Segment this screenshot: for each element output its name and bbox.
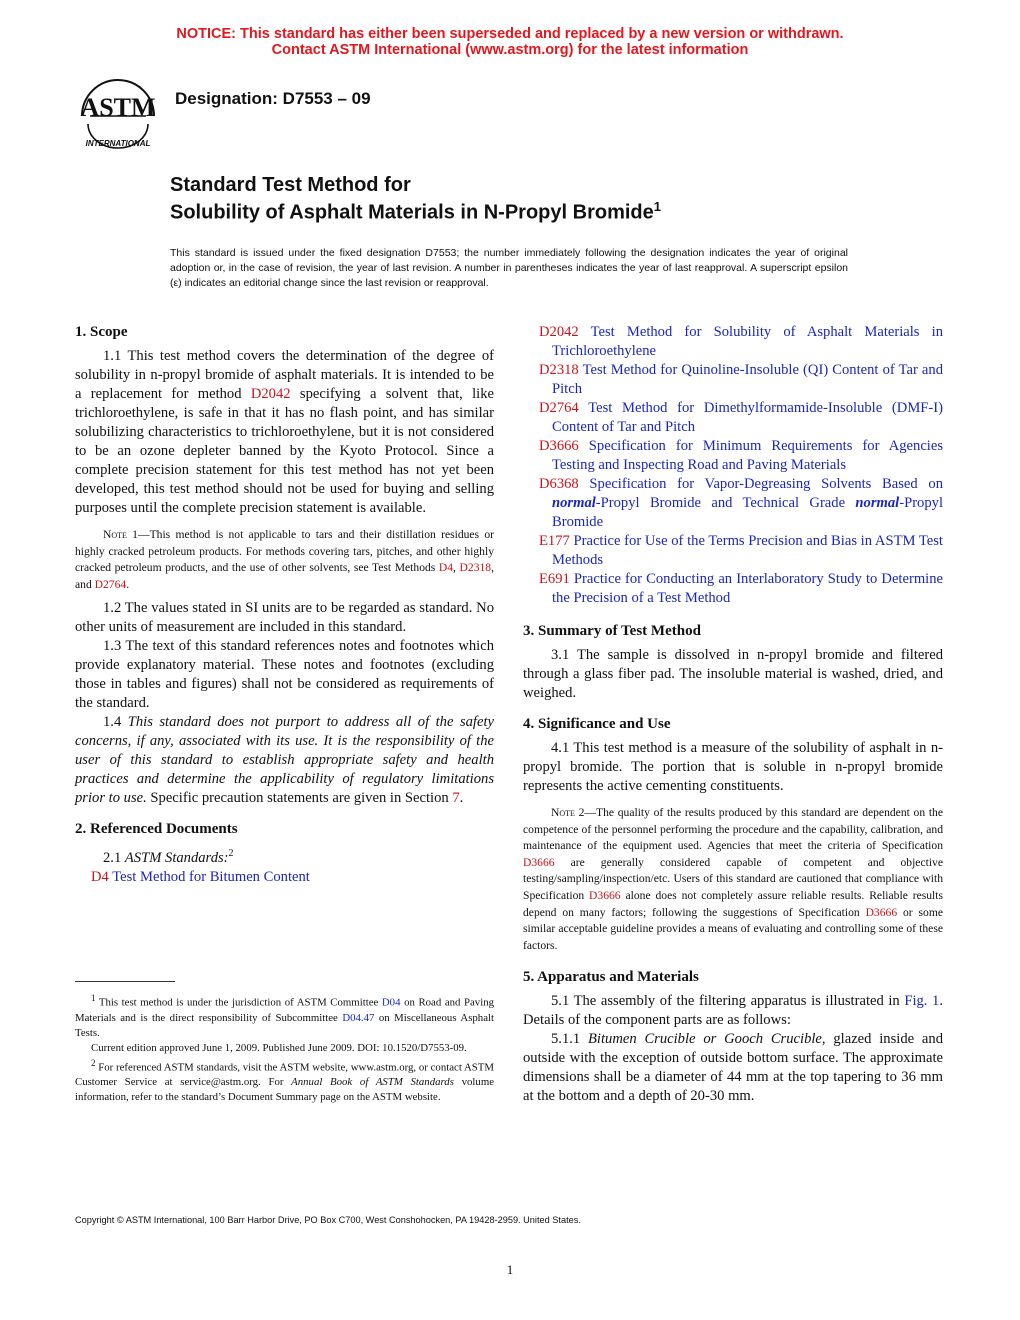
link-d3666[interactable]: D3666: [589, 888, 621, 902]
para-4-1: 4.1 This test method is a measure of the solubility of asphalt in n-propyl bromide. The portion that is soluble in n-propyl bromide represents the active cementing constituents.: [523, 740, 943, 794]
ref-code[interactable]: D4: [91, 869, 109, 886]
footnote-rule: [75, 981, 175, 982]
left-column: [75, 323, 494, 887]
ref-item-e177: [523, 532, 943, 570]
footnote-1-edition: Current edition approved June 1, 2009. Published June 2009. DOI: 10.1520/D7553-09.: [91, 1041, 467, 1054]
ref-item-d4: [75, 868, 494, 887]
title-line-2: Solubility of Asphalt Materials in N-Propyl Bromide$^1$: [170, 199, 661, 224]
title-line-1: Standard Test Method for: [170, 174, 411, 196]
ref-code[interactable]: D2318: [539, 362, 579, 378]
ref-title[interactable]: Test Method for Dimethylformamide-Insoluble (DMF-I) Content of Tar and Pitch: [552, 400, 944, 435]
footnote-1: $^1$ This test method is under the jurisdiction of ASTM Committee D04 on Road and Paving Materials and is the direct responsibility of Subcommittee D04.47 on Miscellaneous Asphalt Tests.: [75, 993, 494, 1039]
astm-logo: [76, 76, 160, 154]
svg-text:INTERNATIONAL: INTERNATIONAL: [85, 139, 151, 148]
link-fig-1[interactable]: Fig. 1: [904, 993, 940, 1010]
para-1-2: 1.2 The values stated in SI units are to be regarded as standard. No other units of measurement are included in this standard.: [75, 600, 494, 636]
link-d4[interactable]: D4: [438, 561, 454, 575]
link-d3666[interactable]: D3666: [865, 905, 898, 919]
para-1-3: 1.3 The text of this standard references notes and footnotes which provide explanatory material. These notes and footnotes (excluding those in tables and figures) shall not be considered as requirements of the standard.: [75, 638, 494, 712]
ref-title[interactable]: Test Method for Bitumen Content: [112, 869, 310, 886]
note-1: Note 1—This method is not applicable to tars and their distillation residues or highly cracked petroleum products. For methods covering tars, pitches, and other highly cracked petroleum products, and the use of other solvents, see Test Methods D4, D2318, and D2764.: [75, 528, 494, 591]
ref-code[interactable]: D3666: [539, 438, 579, 454]
notice-line-2: Contact ASTM International (www.astm.org) for the latest information: [271, 42, 749, 58]
notice-line-1: NOTICE: This standard has either been superseded and replaced by a new version or withdrawn.: [176, 26, 844, 42]
link-d2042[interactable]: D2042: [250, 386, 291, 402]
link-d2764[interactable]: D2764: [94, 577, 127, 591]
ref-title[interactable]: Practice for Use of the Terms Precision and Bias in ASTM Test Methods: [552, 533, 943, 568]
para-3-1: 3.1 The sample is dissolved in n-propyl bromide and filtered through a glass fiber pad. The insoluble material is washed, dried, and weighed.: [523, 647, 943, 701]
para-2-1: 2.1 ASTM Standards:$^2$: [103, 848, 234, 867]
link-d04-47[interactable]: D04.47: [342, 1011, 375, 1024]
para-1-4: 1.4 This standard does not purport to address all of the safety concerns, if any, associated with its use. It is the responsibility of the user of this standard to establish appropriate safety and health practices and determine the applicability of regulatory limitations prior to use. Specific precaution statements are given in Section 7.: [75, 714, 494, 807]
ref-item-d2318: [523, 361, 943, 399]
ref-code[interactable]: D6368: [539, 476, 579, 492]
ref-code[interactable]: D2764: [539, 400, 579, 416]
para-5-1-1: 5.1.1 Bitumen Crucible or Gooch Crucible, glazed inside and outside with the exception of outside bottom surface. The approximate dimensions shall be a diameter of 44 mm at the top tapering to 36 mm at the bottom and a depth of 20-30 mm.: [523, 1031, 943, 1105]
ref-item-d6368: [523, 475, 943, 532]
copyright: Copyright © ASTM International, 100 Barr Harbor Drive, PO Box C700, West Conshohocken, PA 19428-2959. United States.: [75, 1215, 581, 1225]
link-d04[interactable]: D04: [381, 996, 401, 1009]
refdocs-heading: 2. Referenced Documents: [75, 821, 238, 838]
ref-title[interactable]: Test Method for Quinoline-Insoluble (QI) Content of Tar and Pitch: [552, 362, 943, 397]
link-d2318[interactable]: D2318: [459, 561, 492, 575]
ref-title[interactable]: Practice for Conducting an Interlaboratory Study to Determine the Precision of a Test Method: [552, 571, 944, 606]
ref-item-d3666: [523, 437, 943, 475]
page-number: 1: [506, 1262, 514, 1277]
ref-title[interactable]: Specification for Minimum Requirements for Agencies Testing and Inspecting Road and Paving Materials: [552, 438, 944, 473]
footnotes: [75, 991, 494, 1105]
right-column: [523, 323, 943, 1106]
ref-title[interactable]: Specification for Vapor-Degreasing Solvents Based on normal-Propyl Bromide and Technical Grade normal-Propyl Bromide: [552, 476, 943, 530]
significance-heading: 4. Significance and Use: [523, 716, 671, 732]
svg-text:ASTM: ASTM: [80, 93, 156, 122]
footnote-2: $^2$ For referenced ASTM standards, visit the ASTM website, www.astm.org, or contact ASTM Customer Service at service@astm.org. For Annual Book of ASTM Standards volume information, refer to the standard’s Document Summary page on the ASTM website.: [75, 1057, 495, 1104]
link-d3666[interactable]: D3666: [523, 855, 555, 869]
preamble: This standard is issued under the fixed designation D7553; the number immediately following the designation indicates the year of original adoption or, in the case of revision, the year of last revision. A number in parentheses indicates the year of last reapproval. A superscript epsilon (ε) indicates an editorial change since the last revision or reapproval.: [170, 247, 848, 289]
ref-code[interactable]: D2042: [539, 324, 579, 340]
apparatus-heading: 5. Apparatus and Materials: [523, 969, 699, 986]
ref-title[interactable]: Test Method for Solubility of Asphalt Materials in Trichloroethylene: [552, 324, 943, 359]
ref-item-d2042: [523, 323, 943, 361]
supersede-notice: [0, 26, 1020, 58]
link-section-7[interactable]: 7: [452, 790, 460, 807]
title-footnote-mark[interactable]: 1: [653, 199, 661, 214]
scope-heading: 1. Scope: [75, 324, 128, 340]
para-5-1: 5.1 The assembly of the filtering apparatus is illustrated in Fig. 1. Details of the component parts are as follows:: [523, 993, 943, 1029]
ref-item-d2764: [523, 399, 943, 437]
note-2: Note 2—The quality of the results produced by this standard are dependent on the competence of the personnel performing the procedure and the capability, calibration, and maintenance of the equipment used. Agencies that meet the criteria of Specification D3666 are generally considered capable of competent and objective testing/sampling/inspection/etc. Users of this standard are cautioned that compliance with Specification D3666 alone does not completely assure reliable results. Reliable results depend on many factors; following the suggestions of Specification D3666 or some similar acceptable guideline provides a means of evaluating and controlling some of these factors.: [523, 806, 943, 952]
summary-heading: 3. Summary of Test Method: [523, 623, 701, 639]
ref-code[interactable]: E177: [539, 533, 570, 549]
para-1-1: 1.1 This test method covers the determination of the degree of solubility in n-propyl bromide of asphalt materials. It is intended to be a replacement for method D2042 specifying a solvent that, like trichloroethylene, is safe in that it has no flash point, and has similar solubilizing characteristics to trichloroethylene, but it is not considered to be an ozone depleter banned by the Kyoto Protocol. Since a complete precision statement for this test method has not yet been developed, this test method should not be used for buying and selling purposes until the complete precision statement is available.: [75, 348, 494, 516]
ref-code[interactable]: E691: [539, 571, 570, 587]
designation: Designation: D7553 – 09: [175, 89, 371, 108]
ref-item-e691: [523, 570, 943, 608]
